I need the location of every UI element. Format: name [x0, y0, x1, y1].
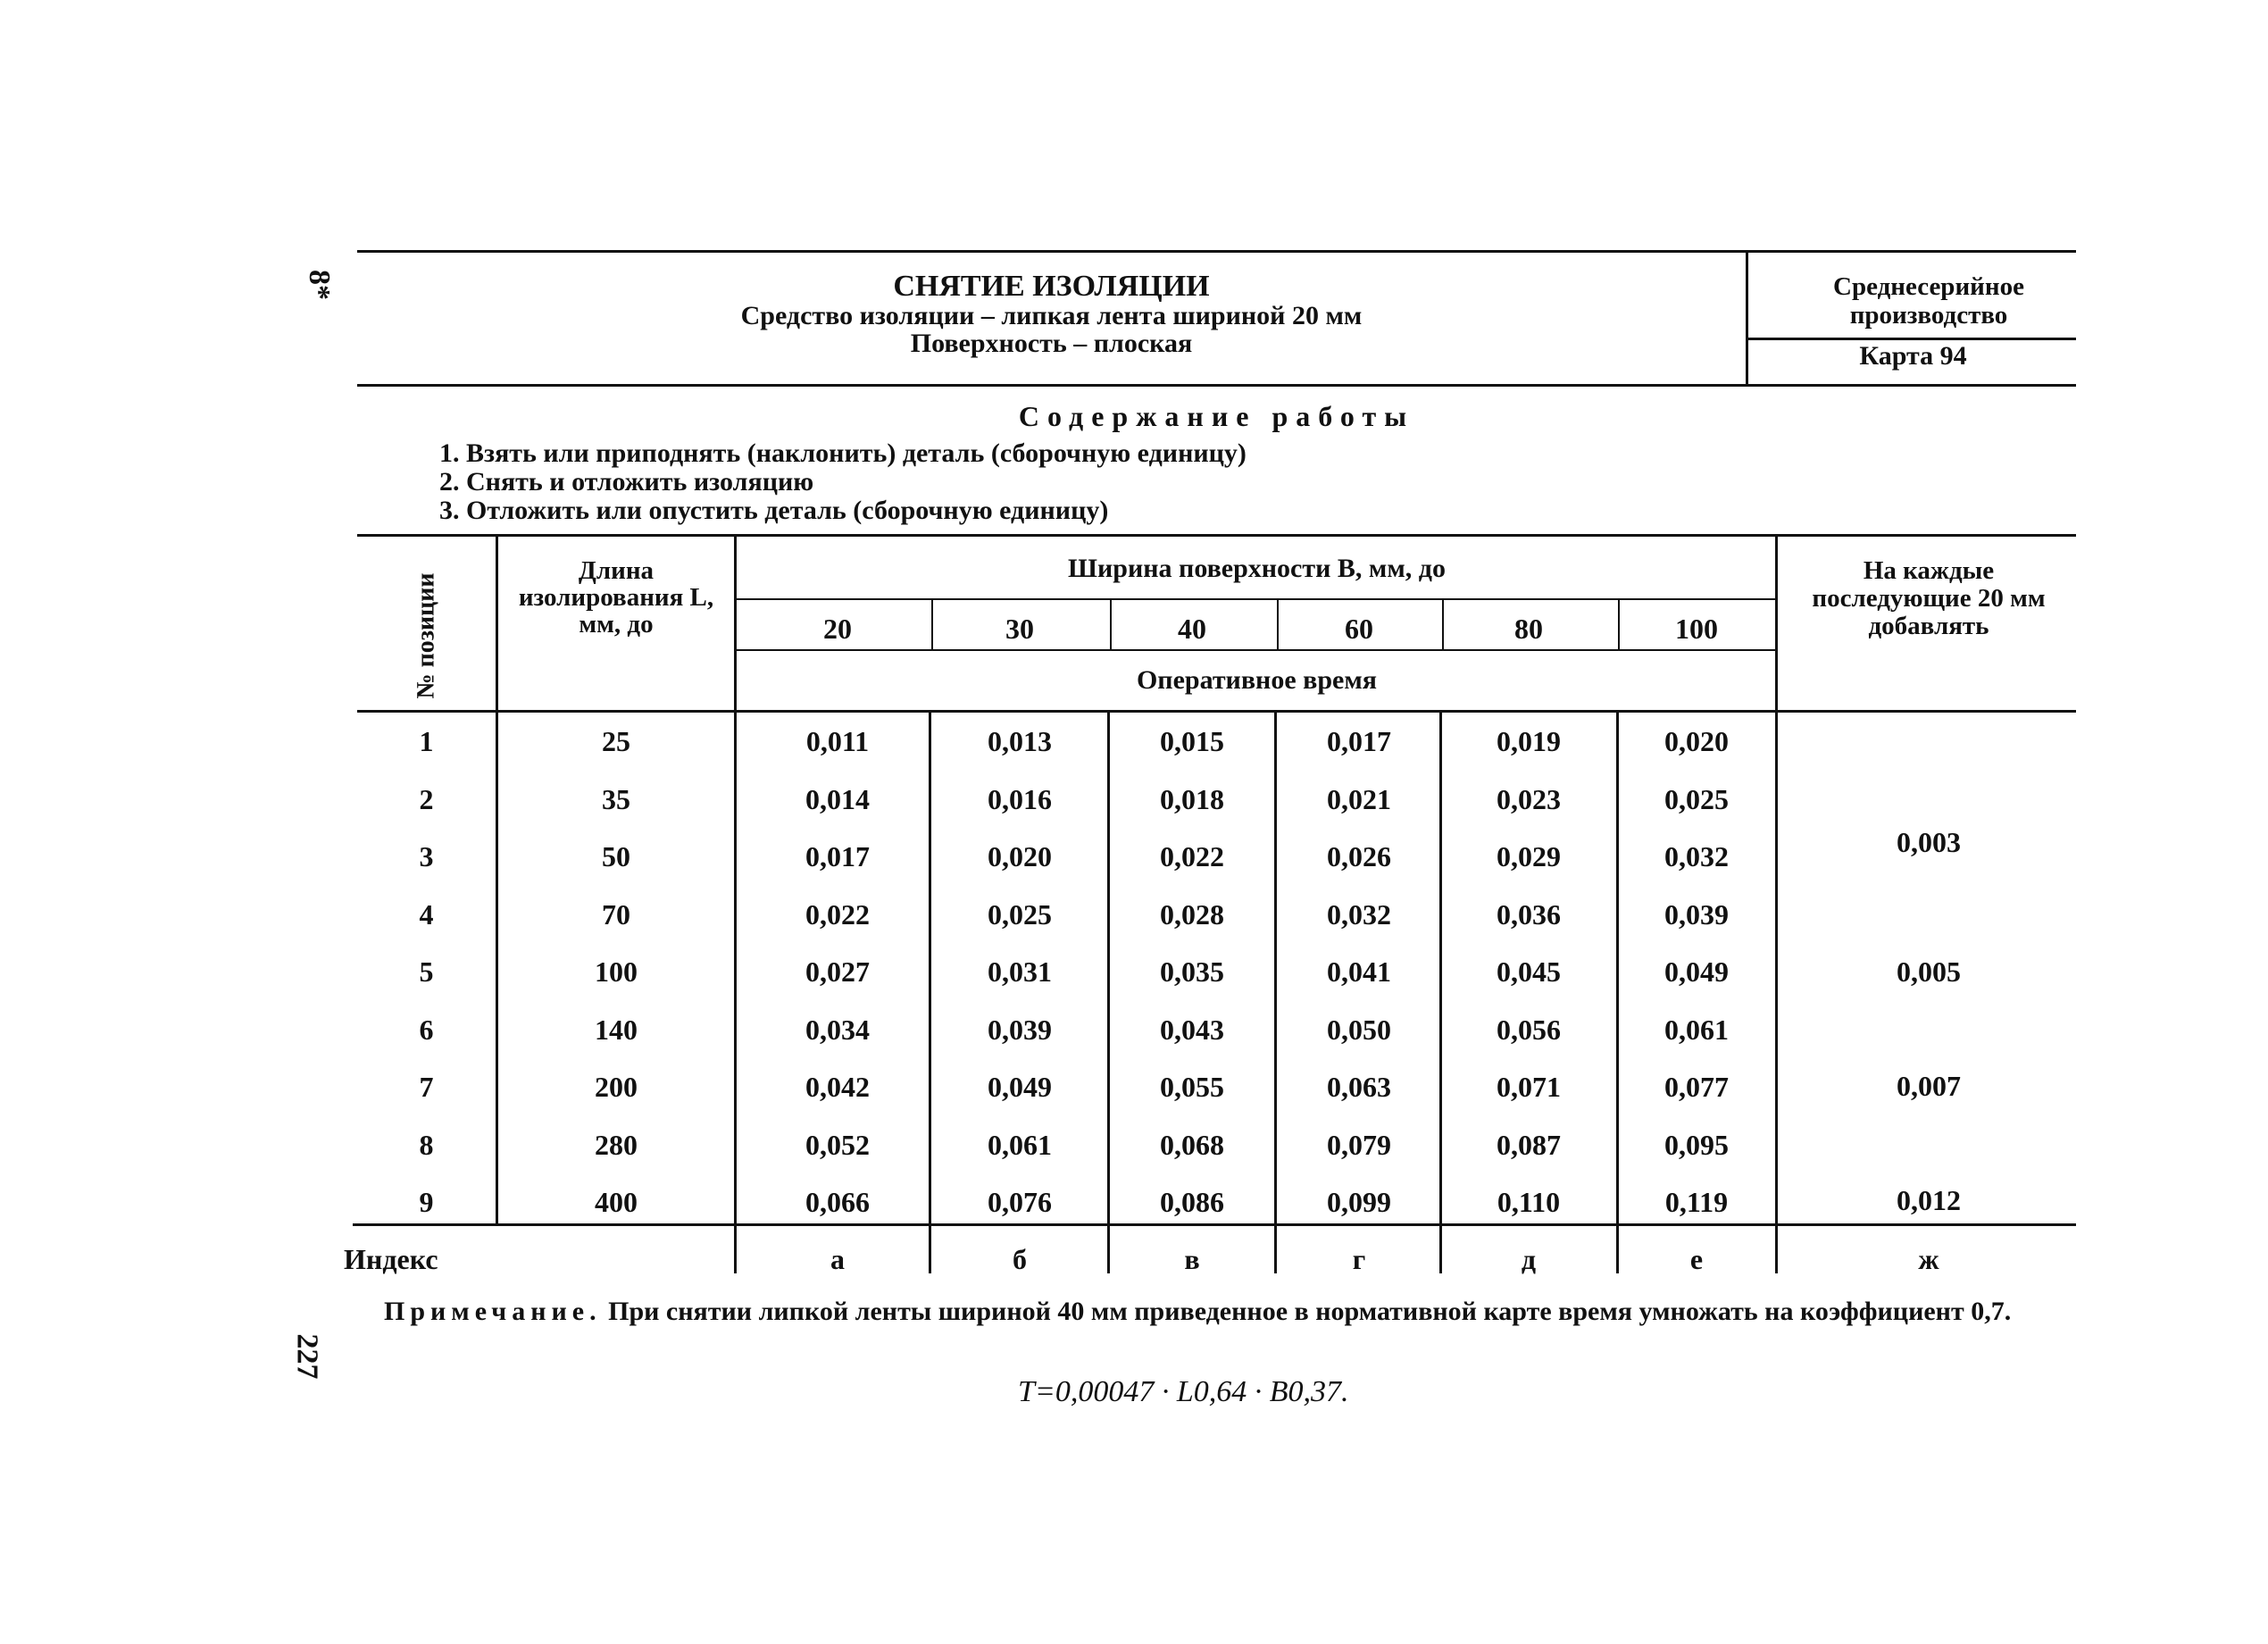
- table-cell: 0,014: [805, 782, 870, 815]
- operation-item: 3. Отложить или опустить деталь (сборочную единицу): [439, 496, 1109, 525]
- table-cell: 0,025: [1664, 782, 1729, 815]
- table-cell: 0,110: [1497, 1186, 1561, 1218]
- row-position: 2: [419, 782, 434, 815]
- col-time-header: Оперативное время: [1136, 665, 1378, 695]
- table-cell: 0,028: [1160, 897, 1224, 930]
- table-cell: 0,079: [1327, 1128, 1391, 1161]
- table-cell: 0,071: [1497, 1071, 1561, 1103]
- row-position: 7: [419, 1071, 434, 1103]
- table-cell: 0,052: [805, 1128, 870, 1161]
- table-cell: 0,034: [805, 1013, 870, 1046]
- body-div: [1439, 713, 1442, 1273]
- header-bottom-rule: [357, 384, 2076, 387]
- table-cell: 0,095: [1664, 1128, 1729, 1161]
- width-value: 100: [1675, 613, 1718, 645]
- table-cell: 0,016: [988, 782, 1052, 815]
- row-length: 100: [595, 956, 638, 988]
- index-letter: а: [830, 1243, 845, 1275]
- operation-item: 1. Взять или приподнять (наклонить) деталь (сборочную единицу): [439, 438, 1247, 468]
- table-head-rule: [357, 710, 2076, 713]
- table-cell: 0,068: [1160, 1128, 1224, 1161]
- body-div: [929, 713, 931, 1273]
- table-cell: 0,022: [1160, 840, 1224, 872]
- table-cell: 0,049: [988, 1071, 1052, 1103]
- note: [384, 1297, 2076, 1327]
- table-cell: 0,018: [1160, 782, 1224, 815]
- table-cell: 0,061: [1664, 1013, 1729, 1046]
- body-div: [1107, 713, 1110, 1273]
- index-letter: в: [1184, 1243, 1200, 1275]
- table-cell: 0,043: [1160, 1013, 1224, 1046]
- production-type: Среднесерийное производство: [1833, 272, 2024, 330]
- table-cell: 0,063: [1327, 1071, 1391, 1103]
- formula: T=0,00047 · L0,64 · B0,37.: [1018, 1375, 1349, 1408]
- row-position: 9: [419, 1186, 434, 1218]
- table-cell: 0,039: [988, 1013, 1052, 1046]
- width-value: 40: [1178, 613, 1206, 645]
- table-cell: 0,032: [1327, 897, 1391, 930]
- table-cell: 0,045: [1497, 956, 1561, 988]
- table-cell: 0,032: [1664, 840, 1729, 872]
- table-cell: 0,049: [1664, 956, 1729, 988]
- add-value: 0,005: [1897, 956, 1961, 988]
- body-div: [1274, 713, 1277, 1273]
- table-cell: 0,099: [1327, 1186, 1391, 1218]
- row-length: 280: [595, 1128, 638, 1161]
- table-cell: 0,041: [1327, 956, 1391, 988]
- row-length: 25: [602, 725, 630, 757]
- operation-item: 2. Снять и отложить изоляцию: [439, 467, 814, 497]
- table-cell: 0,087: [1497, 1128, 1561, 1161]
- width-values-rule: [737, 649, 1777, 651]
- index-letter: е: [1689, 1243, 1704, 1275]
- index-letter: ж: [1918, 1243, 1939, 1275]
- row-length: 50: [602, 840, 630, 872]
- col-width-header: Ширина поверхности B, мм, до: [1068, 554, 1446, 583]
- table-cell: 0,025: [988, 897, 1052, 930]
- row-length: 70: [602, 897, 630, 930]
- row-position: 5: [419, 956, 434, 988]
- table-cell: 0,055: [1160, 1071, 1224, 1103]
- row-position: 6: [419, 1013, 434, 1046]
- table-cell: 0,076: [988, 1186, 1052, 1218]
- add-value: 0,003: [1897, 826, 1961, 858]
- table-cell: 0,013: [988, 725, 1052, 757]
- operations-list: [439, 439, 1247, 525]
- table-cell: 0,026: [1327, 840, 1391, 872]
- table-cell: 0,017: [1327, 725, 1391, 757]
- add-value: 0,007: [1897, 1070, 1961, 1102]
- row-position: 4: [419, 897, 434, 930]
- header-top-rule: [357, 250, 2076, 253]
- table-cell: 0,021: [1327, 782, 1391, 815]
- table-cell: 0,020: [988, 840, 1052, 872]
- add-value: 0,012: [1897, 1184, 1961, 1216]
- col-length-header: Длина изолирования L, мм, до: [518, 556, 714, 638]
- content-heading: Содержание работы: [1018, 400, 1415, 432]
- document-subtitle-1: Средство изоляции – липкая лента шириной 20 мм: [740, 301, 1363, 330]
- note-text: При снятии липкой ленты шириной 40 мм приведенное в нормативной карте время умножать на коэффициент 0,7.: [608, 1297, 2012, 1326]
- table-cell: 0,086: [1160, 1186, 1224, 1218]
- table-cell: 0,017: [805, 840, 870, 872]
- width-value: 20: [823, 613, 852, 645]
- row-length: 200: [595, 1071, 638, 1103]
- table-cell: 0,011: [805, 725, 870, 757]
- note-label: Примечание.: [384, 1297, 602, 1326]
- hdr-div: [1442, 598, 1444, 649]
- table-cell: 0,039: [1664, 897, 1729, 930]
- width-value: 80: [1514, 613, 1543, 645]
- table-cell: 0,023: [1497, 782, 1561, 815]
- width-value: 30: [1005, 613, 1034, 645]
- table-cell: 0,031: [988, 956, 1052, 988]
- card-number: Карта 94: [1859, 341, 1967, 371]
- col-divider-len: [734, 534, 737, 1273]
- col-position-header: № позиции: [412, 572, 440, 699]
- width-head-rule: [737, 598, 1777, 600]
- row-position: 3: [419, 840, 434, 872]
- table-cell: 0,022: [805, 897, 870, 930]
- table-cell: 0,061: [988, 1128, 1052, 1161]
- table-cell: 0,015: [1160, 725, 1224, 757]
- index-letter: г: [1352, 1243, 1366, 1275]
- hdr-div: [931, 598, 933, 649]
- width-value: 60: [1345, 613, 1373, 645]
- table-cell: 0,042: [805, 1071, 870, 1103]
- row-position: 1: [419, 725, 434, 757]
- row-position: 8: [419, 1128, 434, 1161]
- row-length: 140: [595, 1013, 638, 1046]
- table-cell: 0,066: [805, 1186, 870, 1218]
- row-length: 35: [602, 782, 630, 815]
- row-length: 400: [595, 1186, 638, 1218]
- table-cell: 0,019: [1497, 725, 1561, 757]
- table-cell: 0,036: [1497, 897, 1561, 930]
- table-cell: 0,077: [1664, 1071, 1729, 1103]
- table-cell: 0,056: [1497, 1013, 1561, 1046]
- document-subtitle-2: Поверхность – плоская: [910, 329, 1193, 358]
- table-cell: 0,029: [1497, 840, 1561, 872]
- table-cell: 0,020: [1664, 725, 1729, 757]
- index-letter: б: [1013, 1243, 1027, 1275]
- index-letter: д: [1521, 1243, 1537, 1275]
- table-bottom-rule: [353, 1223, 2076, 1226]
- table-cell: 0,027: [805, 956, 870, 988]
- header-divider: [1746, 250, 1748, 386]
- table-top-rule: [357, 534, 2076, 537]
- side-mark: 8*: [303, 270, 336, 300]
- col-add-header: На каждые последующие 20 мм добавлять: [1812, 556, 2046, 640]
- table-cell: 0,035: [1160, 956, 1224, 988]
- card-divider: [1748, 338, 2076, 340]
- table-cell: 0,119: [1664, 1186, 1729, 1218]
- table-cell: 0,050: [1327, 1013, 1391, 1046]
- page-number: 227: [290, 1333, 324, 1380]
- index-label: Индекс: [344, 1243, 438, 1275]
- col-divider-pos: [496, 534, 498, 1226]
- document-title: СНЯТИЕ ИЗОЛЯЦИИ: [893, 270, 1210, 303]
